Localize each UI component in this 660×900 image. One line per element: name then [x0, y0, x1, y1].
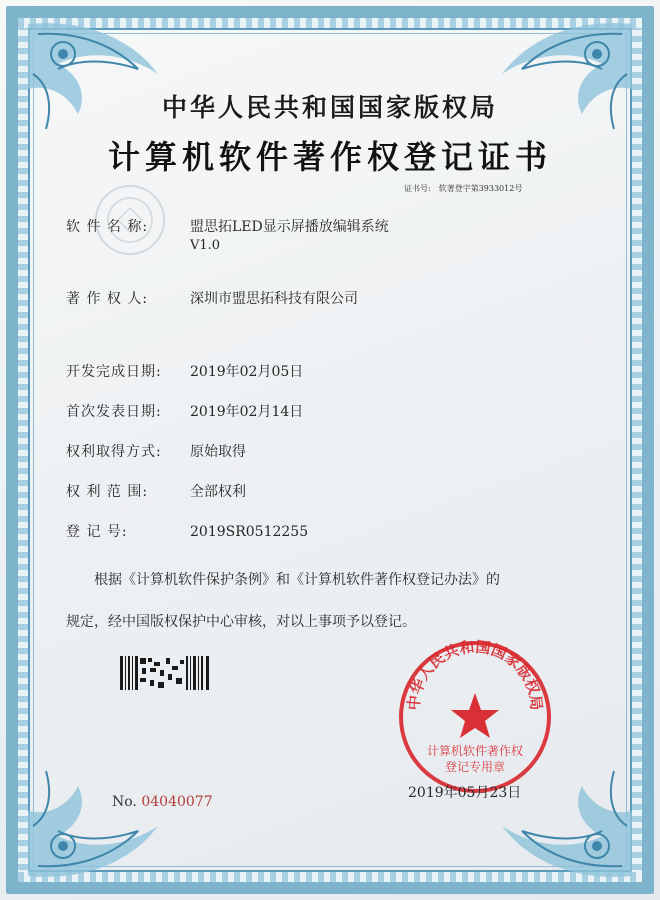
field-value: 盟思拓LED显示屏播放编辑系统 — [190, 219, 389, 235]
field-first-publication-date — [66, 401, 303, 421]
field-software-name — [66, 216, 389, 236]
issue-date: 2019年05月23日 — [408, 785, 522, 801]
statement-line-1: 根据《计算机软件保护条例》和《计算机软件著作权登记办法》的 — [94, 572, 500, 588]
field-registration-number — [66, 521, 308, 541]
field-rights-scope — [66, 481, 246, 501]
certificate-number-label: 证书号: — [404, 184, 431, 193]
field-value: 2019年02月05日 — [190, 364, 304, 380]
field-acquisition-method — [66, 441, 246, 461]
field-label: 权 利 范 围: — [66, 484, 149, 500]
field-value: 2019年02月14日 — [190, 404, 304, 420]
corner-ornament-icon — [492, 14, 642, 144]
field-label: 软 件 名 称: — [66, 219, 149, 235]
serial-prefix: No. — [112, 794, 137, 810]
corner-ornament-icon — [18, 14, 168, 144]
statement-line-2: 规定，经中国版权保护中心审核，对以上事项予以登记。 — [66, 614, 416, 630]
field-label: 首次发表日期: — [66, 404, 162, 420]
serial-value: 04040077 — [141, 794, 213, 810]
corner-ornament-icon — [18, 756, 168, 886]
serial-number — [112, 794, 213, 810]
official-seal-icon — [395, 637, 555, 797]
field-value: 全部权利 — [190, 484, 246, 500]
field-completion-date — [66, 361, 303, 381]
field-label: 权利取得方式: — [66, 444, 162, 460]
seal-inner-line-2: 登记专用章 — [444, 760, 506, 774]
issuer-title: 中华人民共和国国家版权局 — [161, 93, 498, 122]
field-value: 2019SR0512255 — [190, 524, 309, 540]
seal-outer-text: 中华人民共和国国家版权局 — [404, 637, 546, 711]
field-label: 开发完成日期: — [66, 364, 162, 380]
field-value: 原始取得 — [190, 444, 246, 460]
field-label: 登 记 号: — [66, 524, 128, 540]
field-copyright-owner — [66, 288, 358, 308]
seal-inner-line-1: 计算机软件著作权 — [426, 744, 524, 758]
certificate-title: 计算机软件著作权登记证书 — [107, 138, 552, 176]
barcode-icon — [120, 656, 212, 690]
certificate-number-value: 软著登字第3933012号 — [438, 184, 523, 193]
field-label: 著 作 权 人: — [66, 291, 149, 307]
certificate-number — [404, 183, 530, 194]
software-version: V1.0 — [190, 238, 221, 253]
field-value: 深圳市盟思拓科技有限公司 — [190, 291, 358, 307]
